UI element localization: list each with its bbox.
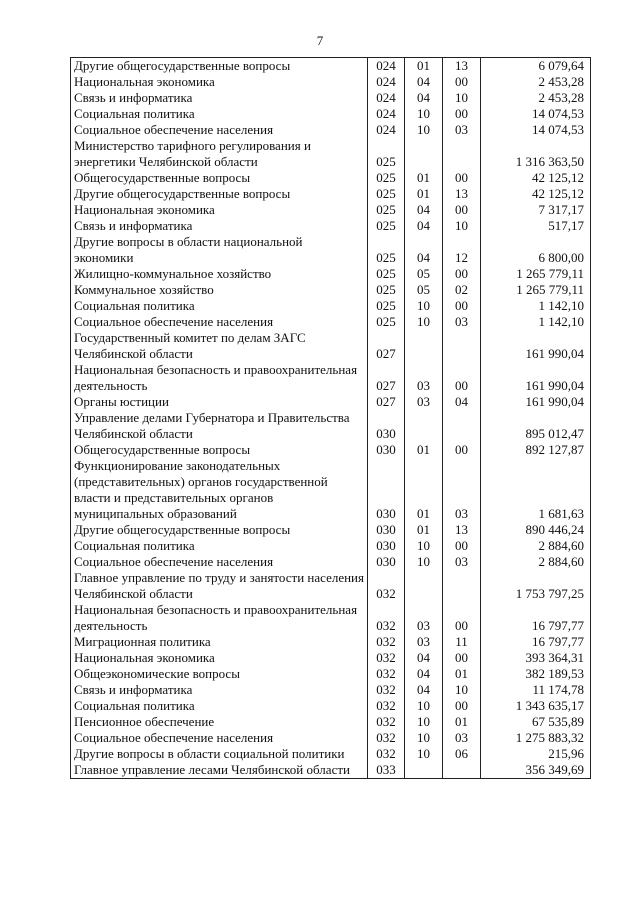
row-subsection-code: 00 bbox=[443, 538, 481, 554]
row-ministry-code: 032 bbox=[368, 698, 405, 714]
table-row bbox=[71, 330, 591, 362]
row-name: Главное управление по труду и занятости населения Челябинской области bbox=[71, 570, 368, 602]
row-section-code: 10 bbox=[405, 538, 443, 554]
row-subsection-code bbox=[443, 138, 481, 170]
table-row bbox=[71, 634, 591, 650]
budget-table bbox=[70, 57, 591, 779]
row-name: Национальная экономика bbox=[71, 650, 368, 666]
table-row bbox=[71, 650, 591, 666]
row-section-code: 10 bbox=[405, 746, 443, 762]
row-ministry-code: 030 bbox=[368, 410, 405, 442]
table-row bbox=[71, 74, 591, 90]
row-ministry-code: 027 bbox=[368, 394, 405, 410]
table-row bbox=[71, 186, 591, 202]
row-amount: 1 343 635,17 bbox=[481, 698, 591, 714]
row-subsection-code: 00 bbox=[443, 298, 481, 314]
row-ministry-code: 032 bbox=[368, 714, 405, 730]
row-ministry-code: 025 bbox=[368, 266, 405, 282]
row-subsection-code bbox=[443, 762, 481, 779]
table-row bbox=[71, 570, 591, 602]
row-name: Социальное обеспечение населения bbox=[71, 122, 368, 138]
row-section-code bbox=[405, 330, 443, 362]
table-row bbox=[71, 218, 591, 234]
row-section-code: 04 bbox=[405, 202, 443, 218]
table-row bbox=[71, 314, 591, 330]
row-subsection-code: 04 bbox=[443, 394, 481, 410]
row-name: Коммунальное хозяйство bbox=[71, 282, 368, 298]
row-ministry-code: 024 bbox=[368, 90, 405, 106]
row-amount: 2 884,60 bbox=[481, 554, 591, 570]
row-amount: 42 125,12 bbox=[481, 186, 591, 202]
table-row bbox=[71, 282, 591, 298]
row-subsection-code: 00 bbox=[443, 650, 481, 666]
table-row bbox=[71, 394, 591, 410]
row-ministry-code: 032 bbox=[368, 746, 405, 762]
row-name: Другие вопросы в области социальной политики bbox=[71, 746, 368, 762]
row-ministry-code: 032 bbox=[368, 650, 405, 666]
table-row bbox=[71, 58, 591, 75]
row-name: Общеэкономические вопросы bbox=[71, 666, 368, 682]
row-section-code bbox=[405, 410, 443, 442]
row-amount: 382 189,53 bbox=[481, 666, 591, 682]
row-ministry-code: 025 bbox=[368, 218, 405, 234]
table-row bbox=[71, 538, 591, 554]
row-name: Социальная политика bbox=[71, 538, 368, 554]
row-name: Национальная безопасность и правоохранительная деятельность bbox=[71, 362, 368, 394]
row-subsection-code: 13 bbox=[443, 58, 481, 75]
row-section-code: 01 bbox=[405, 58, 443, 75]
row-subsection-code: 03 bbox=[443, 554, 481, 570]
row-amount: 1 753 797,25 bbox=[481, 570, 591, 602]
row-name: Социальная политика bbox=[71, 106, 368, 122]
table-row bbox=[71, 202, 591, 218]
row-ministry-code: 032 bbox=[368, 666, 405, 682]
row-subsection-code: 03 bbox=[443, 314, 481, 330]
row-subsection-code: 02 bbox=[443, 282, 481, 298]
row-section-code: 01 bbox=[405, 442, 443, 458]
row-section-code: 04 bbox=[405, 682, 443, 698]
row-subsection-code: 01 bbox=[443, 714, 481, 730]
row-name: Главное управление лесами Челябинской области bbox=[71, 762, 368, 779]
row-amount: 6 800,00 bbox=[481, 234, 591, 266]
row-section-code: 10 bbox=[405, 554, 443, 570]
row-section-code: 03 bbox=[405, 602, 443, 634]
row-subsection-code: 13 bbox=[443, 522, 481, 538]
row-amount: 161 990,04 bbox=[481, 330, 591, 362]
row-amount: 2 453,28 bbox=[481, 90, 591, 106]
row-name: Пенсионное обеспечение bbox=[71, 714, 368, 730]
row-subsection-code: 00 bbox=[443, 106, 481, 122]
row-ministry-code: 032 bbox=[368, 602, 405, 634]
row-name: Социальная политика bbox=[71, 698, 368, 714]
row-amount: 1 265 779,11 bbox=[481, 282, 591, 298]
row-section-code: 03 bbox=[405, 394, 443, 410]
row-amount: 393 364,31 bbox=[481, 650, 591, 666]
budget-table-body bbox=[71, 58, 591, 779]
row-ministry-code: 032 bbox=[368, 570, 405, 602]
row-section-code: 04 bbox=[405, 234, 443, 266]
row-amount: 14 074,53 bbox=[481, 106, 591, 122]
table-row bbox=[71, 298, 591, 314]
row-ministry-code: 025 bbox=[368, 314, 405, 330]
table-row bbox=[71, 266, 591, 282]
row-subsection-code: 00 bbox=[443, 602, 481, 634]
row-subsection-code: 13 bbox=[443, 186, 481, 202]
row-section-code: 10 bbox=[405, 122, 443, 138]
row-ministry-code: 024 bbox=[368, 58, 405, 75]
row-amount: 16 797,77 bbox=[481, 634, 591, 650]
row-subsection-code: 00 bbox=[443, 266, 481, 282]
row-name: Социальное обеспечение населения bbox=[71, 730, 368, 746]
row-name: Органы юстиции bbox=[71, 394, 368, 410]
row-name: Национальная экономика bbox=[71, 202, 368, 218]
row-amount: 67 535,89 bbox=[481, 714, 591, 730]
row-name: Связь и информатика bbox=[71, 90, 368, 106]
row-name: Управление делами Губернатора и Правительства Челябинской области bbox=[71, 410, 368, 442]
row-name: Миграционная политика bbox=[71, 634, 368, 650]
row-amount: 6 079,64 bbox=[481, 58, 591, 75]
row-ministry-code: 032 bbox=[368, 682, 405, 698]
row-ministry-code: 030 bbox=[368, 554, 405, 570]
row-subsection-code: 01 bbox=[443, 666, 481, 682]
row-ministry-code: 027 bbox=[368, 362, 405, 394]
row-subsection-code: 03 bbox=[443, 730, 481, 746]
row-section-code: 01 bbox=[405, 522, 443, 538]
row-subsection-code: 10 bbox=[443, 90, 481, 106]
row-section-code: 03 bbox=[405, 634, 443, 650]
row-amount: 1 316 363,50 bbox=[481, 138, 591, 170]
row-amount: 2 453,28 bbox=[481, 74, 591, 90]
table-row bbox=[71, 458, 591, 522]
row-ministry-code: 032 bbox=[368, 730, 405, 746]
row-amount: 161 990,04 bbox=[481, 394, 591, 410]
page-number: 7 bbox=[316, 33, 324, 48]
row-name: Государственный комитет по делам ЗАГС Челябинской области bbox=[71, 330, 368, 362]
row-amount: 1 681,63 bbox=[481, 458, 591, 522]
table-row bbox=[71, 522, 591, 538]
row-amount: 42 125,12 bbox=[481, 170, 591, 186]
row-amount: 1 142,10 bbox=[481, 314, 591, 330]
row-name: Другие вопросы в области национальной экономики bbox=[71, 234, 368, 266]
row-subsection-code: 00 bbox=[443, 170, 481, 186]
row-ministry-code: 030 bbox=[368, 538, 405, 554]
row-amount: 1 275 883,32 bbox=[481, 730, 591, 746]
row-subsection-code: 00 bbox=[443, 74, 481, 90]
row-subsection-code: 06 bbox=[443, 746, 481, 762]
row-section-code: 01 bbox=[405, 186, 443, 202]
table-row bbox=[71, 554, 591, 570]
row-name: Национальная экономика bbox=[71, 74, 368, 90]
row-section-code bbox=[405, 138, 443, 170]
row-ministry-code: 024 bbox=[368, 122, 405, 138]
table-row bbox=[71, 362, 591, 394]
table-row bbox=[71, 730, 591, 746]
row-section-code: 10 bbox=[405, 714, 443, 730]
row-name: Другие общегосударственные вопросы bbox=[71, 58, 368, 75]
row-section-code: 10 bbox=[405, 314, 443, 330]
row-ministry-code: 025 bbox=[368, 282, 405, 298]
row-amount: 14 074,53 bbox=[481, 122, 591, 138]
row-ministry-code: 030 bbox=[368, 458, 405, 522]
row-subsection-code: 00 bbox=[443, 362, 481, 394]
table-row bbox=[71, 666, 591, 682]
row-amount: 517,17 bbox=[481, 218, 591, 234]
row-ministry-code: 027 bbox=[368, 330, 405, 362]
row-section-code: 04 bbox=[405, 650, 443, 666]
row-name: Связь и информатика bbox=[71, 218, 368, 234]
row-ministry-code: 025 bbox=[368, 138, 405, 170]
table-row bbox=[71, 442, 591, 458]
row-subsection-code bbox=[443, 410, 481, 442]
row-amount: 1 265 779,11 bbox=[481, 266, 591, 282]
table-row bbox=[71, 762, 591, 779]
row-name: Социальное обеспечение населения bbox=[71, 314, 368, 330]
row-name: Социальное обеспечение населения bbox=[71, 554, 368, 570]
table-row bbox=[71, 698, 591, 714]
row-ministry-code: 030 bbox=[368, 442, 405, 458]
row-subsection-code: 12 bbox=[443, 234, 481, 266]
row-section-code: 10 bbox=[405, 298, 443, 314]
row-subsection-code: 00 bbox=[443, 698, 481, 714]
row-amount: 895 012,47 bbox=[481, 410, 591, 442]
table-row bbox=[71, 602, 591, 634]
row-section-code bbox=[405, 762, 443, 779]
row-amount: 7 317,17 bbox=[481, 202, 591, 218]
row-subsection-code: 11 bbox=[443, 634, 481, 650]
row-amount: 215,96 bbox=[481, 746, 591, 762]
row-name: Общегосударственные вопросы bbox=[71, 170, 368, 186]
table-row bbox=[71, 170, 591, 186]
row-ministry-code: 025 bbox=[368, 298, 405, 314]
row-ministry-code: 025 bbox=[368, 202, 405, 218]
row-amount: 16 797,77 bbox=[481, 602, 591, 634]
row-amount: 161 990,04 bbox=[481, 362, 591, 394]
row-subsection-code bbox=[443, 330, 481, 362]
row-name: Национальная безопасность и правоохранительная деятельность bbox=[71, 602, 368, 634]
row-ministry-code: 025 bbox=[368, 234, 405, 266]
row-ministry-code: 025 bbox=[368, 170, 405, 186]
row-subsection-code: 00 bbox=[443, 442, 481, 458]
row-subsection-code: 03 bbox=[443, 122, 481, 138]
row-amount: 890 446,24 bbox=[481, 522, 591, 538]
row-section-code: 04 bbox=[405, 218, 443, 234]
row-subsection-code: 10 bbox=[443, 218, 481, 234]
row-ministry-code: 032 bbox=[368, 634, 405, 650]
row-section-code: 10 bbox=[405, 106, 443, 122]
table-row bbox=[71, 122, 591, 138]
row-subsection-code: 03 bbox=[443, 458, 481, 522]
row-name: Министерство тарифного регулирования и энергетики Челябинской области bbox=[71, 138, 368, 170]
row-section-code: 03 bbox=[405, 362, 443, 394]
table-row bbox=[71, 90, 591, 106]
row-section-code: 04 bbox=[405, 666, 443, 682]
row-name: Социальная политика bbox=[71, 298, 368, 314]
row-section-code: 01 bbox=[405, 458, 443, 522]
row-section-code: 04 bbox=[405, 90, 443, 106]
row-section-code: 04 bbox=[405, 74, 443, 90]
row-name: Связь и информатика bbox=[71, 682, 368, 698]
table-row bbox=[71, 714, 591, 730]
table-row bbox=[71, 746, 591, 762]
table-row bbox=[71, 682, 591, 698]
row-ministry-code: 024 bbox=[368, 74, 405, 90]
row-name: Функционирование законодательных (представительных) органов государственной власти и представительных органов муниципальных образований bbox=[71, 458, 368, 522]
table-row bbox=[71, 234, 591, 266]
row-ministry-code: 025 bbox=[368, 186, 405, 202]
row-subsection-code: 00 bbox=[443, 202, 481, 218]
row-amount: 892 127,87 bbox=[481, 442, 591, 458]
row-subsection-code bbox=[443, 570, 481, 602]
row-name: Другие общегосударственные вопросы bbox=[71, 186, 368, 202]
row-name: Общегосударственные вопросы bbox=[71, 442, 368, 458]
row-ministry-code: 030 bbox=[368, 522, 405, 538]
row-name: Другие общегосударственные вопросы bbox=[71, 522, 368, 538]
row-amount: 2 884,60 bbox=[481, 538, 591, 554]
row-amount: 1 142,10 bbox=[481, 298, 591, 314]
row-amount: 356 349,69 bbox=[481, 762, 591, 779]
row-section-code: 05 bbox=[405, 282, 443, 298]
row-section-code bbox=[405, 570, 443, 602]
row-amount: 11 174,78 bbox=[481, 682, 591, 698]
row-subsection-code: 10 bbox=[443, 682, 481, 698]
row-section-code: 01 bbox=[405, 170, 443, 186]
table-row bbox=[71, 138, 591, 170]
row-section-code: 05 bbox=[405, 266, 443, 282]
row-name: Жилищно-коммунальное хозяйство bbox=[71, 266, 368, 282]
table-row bbox=[71, 106, 591, 122]
row-ministry-code: 033 bbox=[368, 762, 405, 779]
row-ministry-code: 024 bbox=[368, 106, 405, 122]
row-section-code: 10 bbox=[405, 698, 443, 714]
row-section-code: 10 bbox=[405, 730, 443, 746]
table-row bbox=[71, 410, 591, 442]
